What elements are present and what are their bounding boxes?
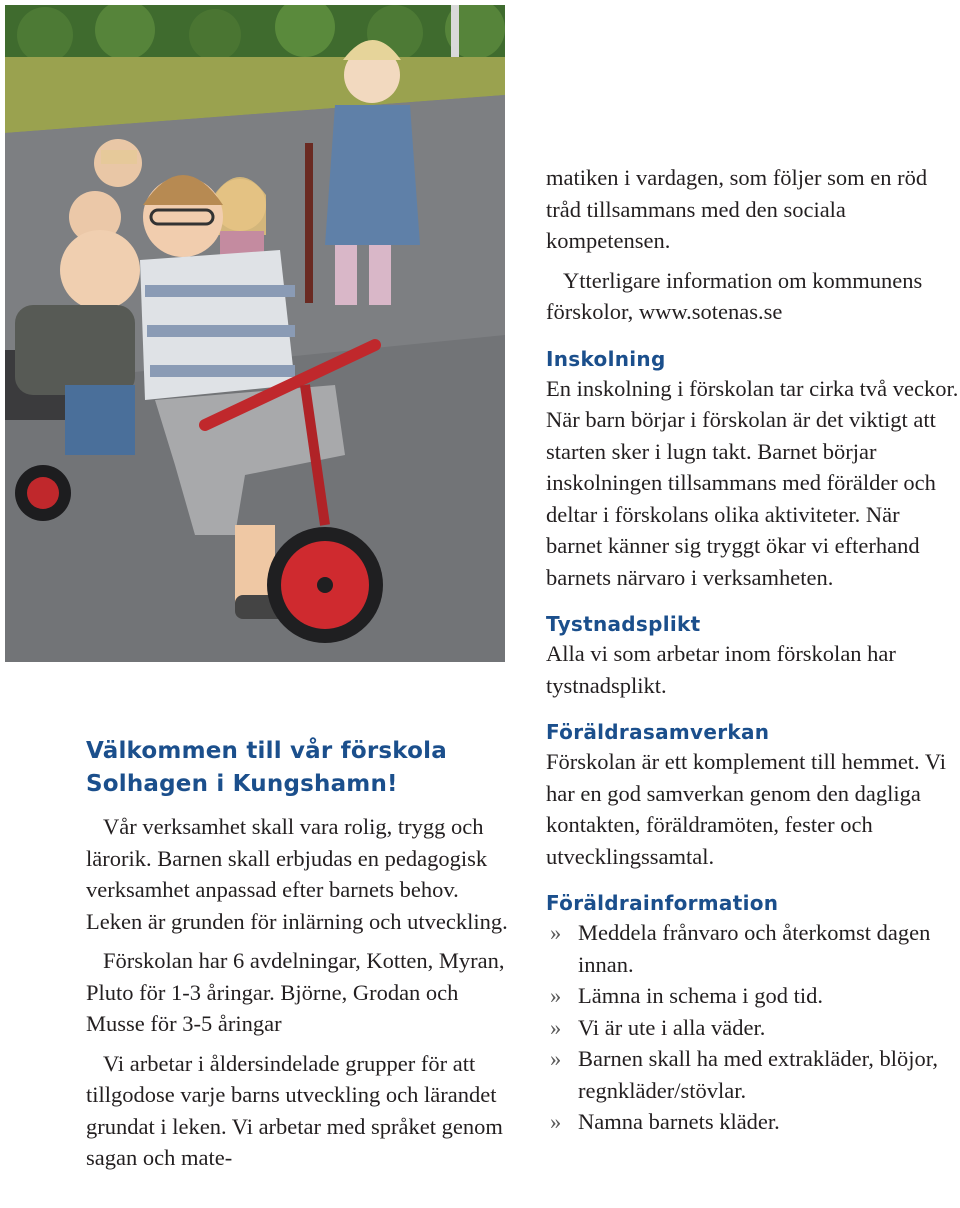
section-foraldrainformation [546, 890, 960, 1138]
children-tricycle-photo [5, 5, 505, 662]
foraldrasamverkan-text: Förskolan är ett komplement till hemmet. Vi har en god samverkan genom den dagliga kontakten, föräldramöten, fester och utvecklingssamtal. [546, 749, 947, 869]
welcome-paragraph-1: Vår verksamhet skall vara rolig, trygg och lärorik. Barnen skall erbjudas en pedagogisk verksamhet anpassad efter barnets behov. Leken är grunden för inlärning och utveckling. [86, 814, 508, 934]
welcome-title-line1: Välkommen till vår förskola [86, 738, 447, 764]
continuation-paragraph-1: matiken i vardagen, som följer som en röd tråd tillsammans med den sociala kompetensen. [546, 165, 928, 253]
bullet-marker: » [550, 1014, 562, 1040]
section-inskolning [546, 346, 960, 594]
section-foraldrasamverkan [546, 719, 960, 872]
welcome-paragraph-2: Förskolan har 6 avdelningar, Kotten, Myran, Pluto för 1-3 åringar. Björne, Grodan och Musse för 3-5 åringar [86, 948, 505, 1036]
welcome-title-line2: Solhagen i Kungshamn! [86, 771, 398, 797]
list-item-text: Barnen skall ha med extrakläder, blöjor, regnkläder/stövlar. [578, 1046, 938, 1103]
bullet-marker: » [550, 983, 562, 1008]
inskolning-text: En inskolning i förskolan tar cirka två veckor. När barn börjar i förskolan är det viktigt att starten sker i lugn takt. Barnet börjar inskolningen tillsammans med förälder och deltar i förskolans olika aktiviteter. När barnet känner sig tryggt ökar vi efterhand barnets närvaro i verksamheten. [546, 375, 959, 590]
heading-foraldrainformation: Föräldrainformation [546, 891, 779, 915]
continuation-paragraph-2: Ytterligare information om kommunens förskolor, www.sotenas.se [546, 267, 923, 324]
section-tystnadsplikt [546, 611, 960, 701]
tystnadsplikt-text: Alla vi som arbetar inom förskolan har tystnadsplikt. [546, 641, 896, 698]
bullet-marker: » [550, 920, 562, 945]
welcome-paragraph-3: Vi arbetar i åldersindelade grupper för att tillgodose varje barns utveckling och lärandet grundat i leken. Vi arbetar med språket genom sagan och mate- [86, 1050, 503, 1170]
bullet-marker: » [550, 1109, 562, 1134]
list-item [546, 1043, 960, 1106]
list-item-text: Namna barnets kläder. [578, 1109, 780, 1134]
list-item-text: Meddela frånvaro och återkomst dagen innan. [578, 920, 931, 977]
list-item-text: Vi är ute i alla väder. [578, 1014, 766, 1040]
heading-foraldrasamverkan: Föräldrasamverkan [546, 720, 770, 744]
list-item-text: Lämna in schema i god tid. [578, 983, 823, 1008]
heading-tystnadsplikt: Tystnadsplikt [546, 612, 701, 636]
list-item [546, 917, 960, 980]
welcome-title [86, 735, 508, 801]
list-item [546, 1106, 960, 1138]
bullet-marker: » [550, 1046, 562, 1071]
list-item [546, 980, 960, 1012]
list-item [546, 1012, 960, 1044]
heading-inskolning: Inskolning [546, 346, 666, 371]
foraldrainformation-list [546, 917, 960, 1138]
welcome-column [86, 735, 508, 1174]
info-column [546, 162, 960, 1138]
